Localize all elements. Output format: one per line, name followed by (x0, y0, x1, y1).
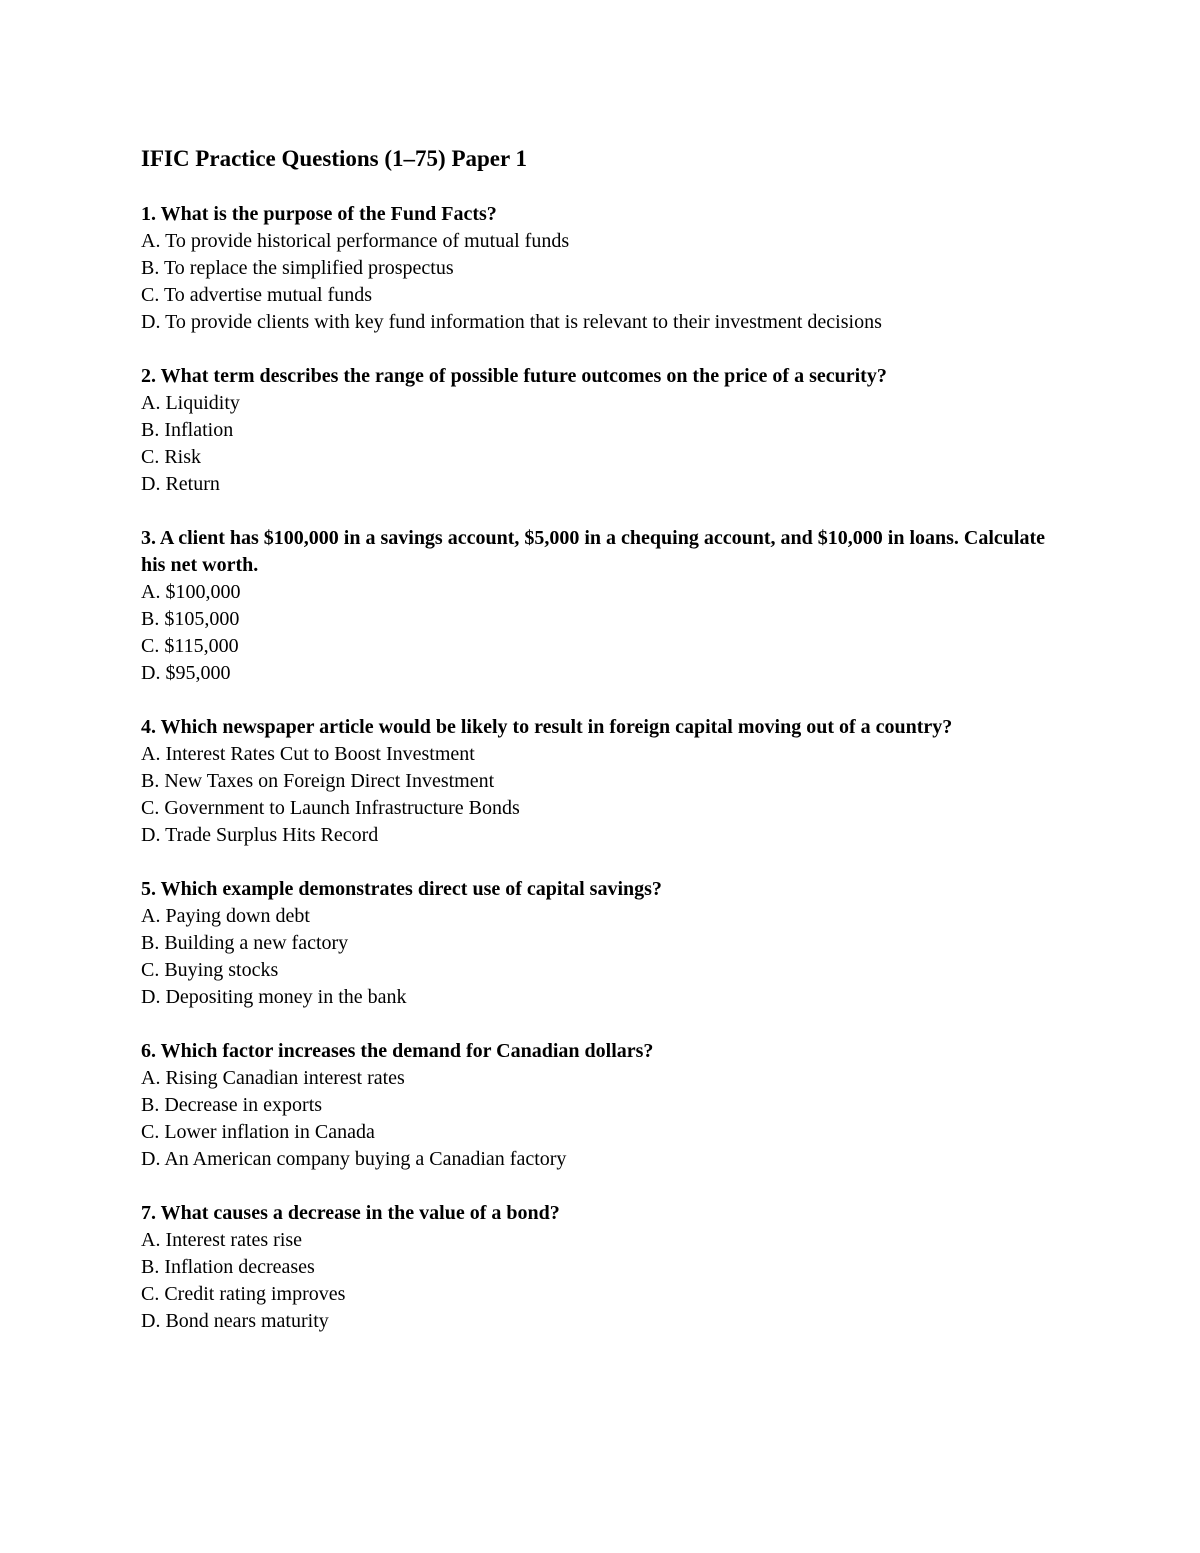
question-2 (141, 363, 1053, 498)
question-list (141, 201, 1053, 1335)
answer-option: B. To replace the simplified prospectus (141, 257, 454, 279)
answer-option: C. To advertise mutual funds (141, 284, 372, 306)
question-text: 1. What is the purpose of the Fund Facts? (141, 203, 497, 225)
answer-option: A. Paying down debt (141, 905, 310, 927)
answer-option: C. Credit rating improves (141, 1283, 346, 1305)
question-7 (141, 1200, 1053, 1335)
answer-option: C. Risk (141, 446, 202, 468)
question-1 (141, 201, 1053, 336)
answer-option: D. To provide clients with key fund information that is relevant to their investment decisions (141, 311, 882, 333)
answer-option: D. $95,000 (141, 662, 231, 684)
question-text: 4. Which newspaper article would be likely to result in foreign capital moving out of a country? (141, 716, 953, 738)
question-text: 7. What causes a decrease in the value of a bond? (141, 1202, 560, 1224)
question-6 (141, 1038, 1053, 1173)
answer-option: D. Return (141, 473, 220, 495)
answer-option: A. Rising Canadian interest rates (141, 1067, 405, 1089)
answer-option: C. Government to Launch Infrastructure Bonds (141, 797, 520, 819)
answer-option: B. New Taxes on Foreign Direct Investment (141, 770, 495, 792)
answer-option: D. An American company buying a Canadian factory (141, 1148, 567, 1170)
document-title: IFIC Practice Questions (1–75) Paper 1 (141, 146, 528, 171)
answer-option: C. $115,000 (141, 635, 239, 657)
question-5 (141, 876, 1053, 1011)
question-text: 3. A client has $100,000 in a savings account, $5,000 in a chequing account, and $10,000 in loans. Calculate his net worth. (141, 527, 1046, 576)
answer-option: B. $105,000 (141, 608, 240, 630)
question-text: 2. What term describes the range of possible future outcomes on the price of a security? (141, 365, 887, 387)
answer-option: C. Lower inflation in Canada (141, 1121, 375, 1143)
answer-option: B. Building a new factory (141, 932, 349, 954)
answer-option: B. Inflation (141, 419, 234, 441)
answer-option: A. Interest Rates Cut to Boost Investment (141, 743, 475, 765)
answer-option: D. Trade Surplus Hits Record (141, 824, 379, 846)
answer-option: D. Bond nears maturity (141, 1310, 329, 1332)
document-page (141, 144, 1053, 1362)
answer-option: A. Interest rates rise (141, 1229, 303, 1251)
question-text: 5. Which example demonstrates direct use of capital savings? (141, 878, 662, 900)
answer-option: C. Buying stocks (141, 959, 279, 981)
answer-option: A. $100,000 (141, 581, 241, 603)
answer-option: A. Liquidity (141, 392, 240, 414)
question-text: 6. Which factor increases the demand for Canadian dollars? (141, 1040, 654, 1062)
answer-option: B. Inflation decreases (141, 1256, 315, 1278)
answer-option: D. Depositing money in the bank (141, 986, 407, 1008)
answer-option: A. To provide historical performance of mutual funds (141, 230, 570, 252)
question-4 (141, 714, 1053, 849)
question-3 (141, 525, 1053, 687)
answer-option: B. Decrease in exports (141, 1094, 323, 1116)
